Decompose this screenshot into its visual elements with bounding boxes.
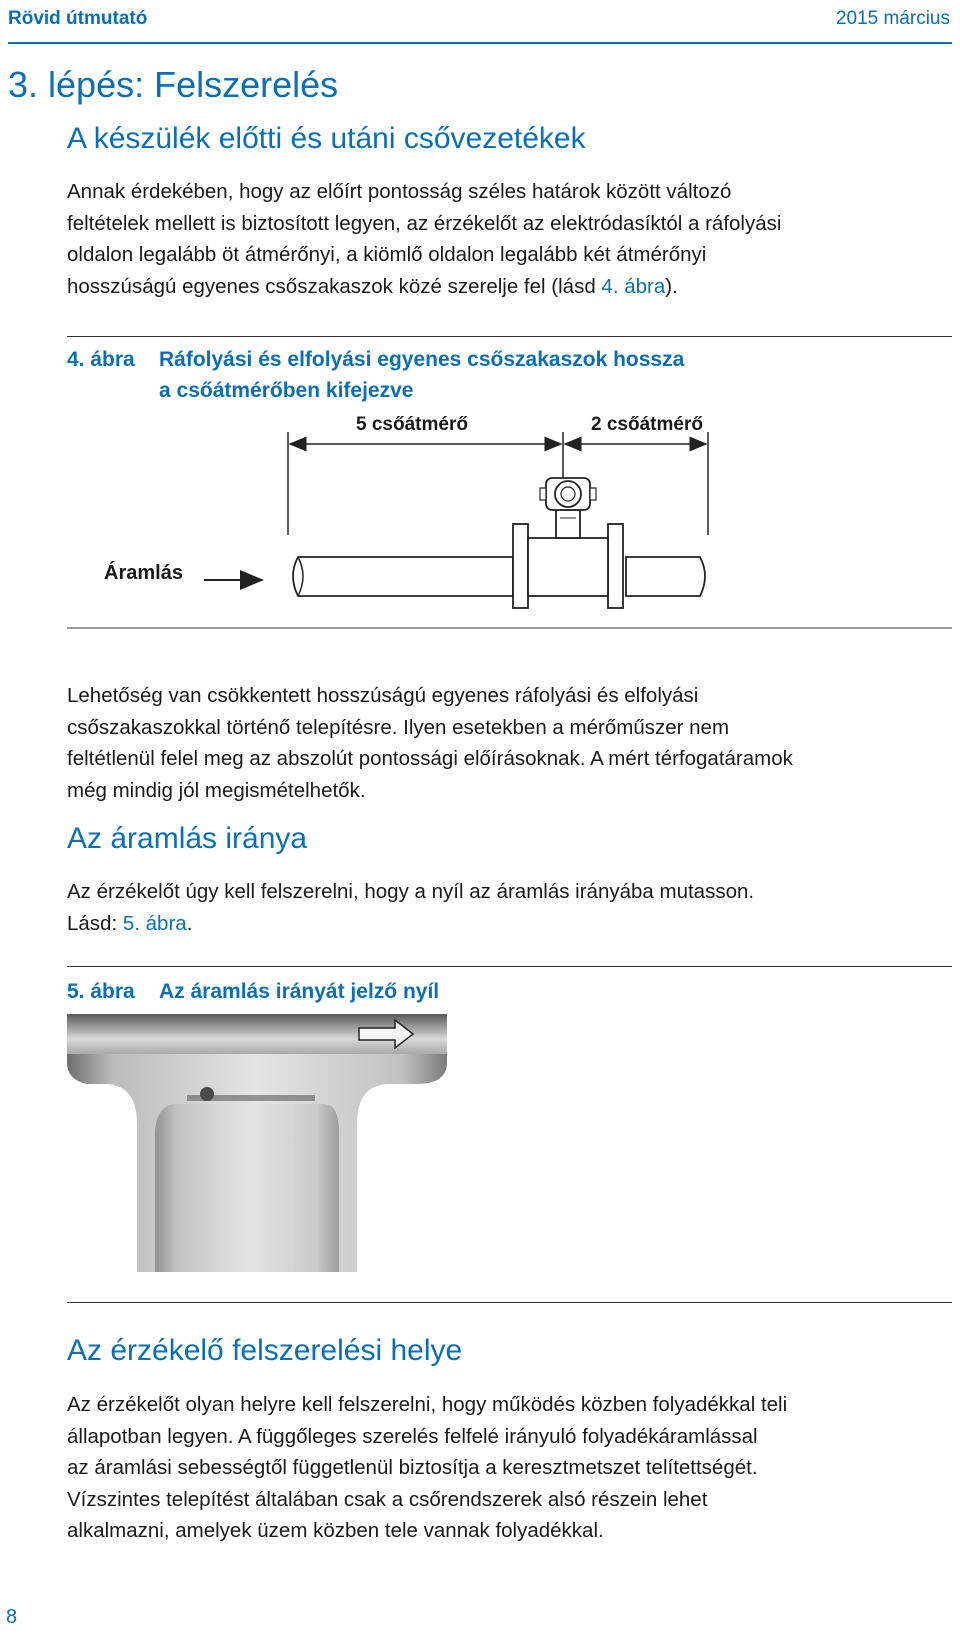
pipe-downstream [626,557,705,596]
para-line [67,271,947,303]
figure4-top-rule [67,336,952,337]
location-paragraph [67,1389,947,1547]
para-text: . [186,911,193,935]
label-downstream: 2 csőátmérő [591,414,703,435]
flange-left [513,524,528,608]
pipe-upstream [293,557,513,596]
meter-body [528,538,608,596]
para-line: az áramlási sebességtől függetlenül biztosítja a keresztmetszet telítettségét. [67,1456,758,1479]
reduced-length-paragraph [67,680,947,806]
flange-right [608,524,623,608]
para-text: ). [665,274,678,298]
para-line [67,908,947,940]
figure5-top-rule [67,966,952,967]
para-line: oldalon legalább öt átmérőnyi, a kiömlő oldalon legalább két átmérőnyi [67,243,707,266]
figure5-caption-text: Az áramlás irányát jelző nyíl [159,980,440,1003]
para-text: hosszúságú egyenes csőszakaszok közé szerelje fel (lásd [67,274,602,298]
header-divider [8,42,952,44]
pipe-section-title: A készülék előtti és utáni csővezetékek [67,122,586,155]
para-line: Annak érdekében, hogy az előírt pontosság széles határok között változó [67,180,732,203]
doc-title: Rövid útmutató [8,8,148,29]
para-line: feltétlenül felel meg az abszolút pontossági előírásoknak. A mért térfogatáramok [67,747,793,770]
meter-neck [556,510,580,538]
flow-label: Áramlás [104,562,183,584]
para-line: állapotban legyen. A függőleges szerelés felfelé irányuló folyadékáramlással [67,1424,758,1448]
figure4-diagram [0,400,960,630]
para-line: feltételek mellett is biztosított legyen, az érzékelőt az elektródasíktól a ráfolyási [67,211,782,235]
doc-date: 2015 március [835,8,950,29]
figure4-caption-line2: a csőátmérőben kifejezve [159,379,414,402]
para-line: alkalmazni, amelyek üzem közben tele vannak folyadékkal. [67,1519,604,1542]
figure4-caption-line1: Ráfolyási és elfolyási egyenes csőszakaszok hossza [159,348,685,371]
figure5-number: 5. ábra [67,980,135,1003]
para-line: Lehetőség van csökkentett hosszúságú egyenes ráfolyási és elfolyási [67,684,699,707]
flow-direction-paragraph [67,876,947,939]
screw-icon [200,1087,214,1101]
section-title: 3. lépés: Felszerelés [8,64,339,105]
label-upstream: 5 csőátmérő [356,414,468,435]
location-title: Az érzékelő felszerelési helye [67,1334,463,1367]
para-line: Az érzékelőt olyan helyre kell felszerelni, hogy működés közben folyadékkal teli [67,1393,788,1416]
flow-direction-title: Az áramlás iránya [67,822,308,855]
para-line: csőszakaszokkal történő telepítésre. Ilyen esetekben a mérőműszer nem [67,715,730,739]
para-text: Lásd: [67,911,123,935]
page-number: 8 [6,1606,18,1628]
figure5-bottom-rule [67,1302,952,1303]
para-line: még mindig jól megismételhetők. [67,778,366,802]
figure5-caption [67,976,439,1007]
pipe-section-paragraph [67,176,947,302]
para-line: Vízszintes telepítést általában csak a csőrendszerek alsó részein lehet [67,1487,708,1511]
figure4-caption [67,344,684,406]
figure5-image [67,1014,547,1284]
para-line: Az érzékelőt úgy kell felszerelni, hogy a nyíl az áramlás irányába mutasson. [67,880,755,903]
figure4-link[interactable]: 4. ábra [601,274,666,298]
figure5-link[interactable]: 5. ábra [122,911,187,935]
figure4-number: 4. ábra [67,348,135,371]
